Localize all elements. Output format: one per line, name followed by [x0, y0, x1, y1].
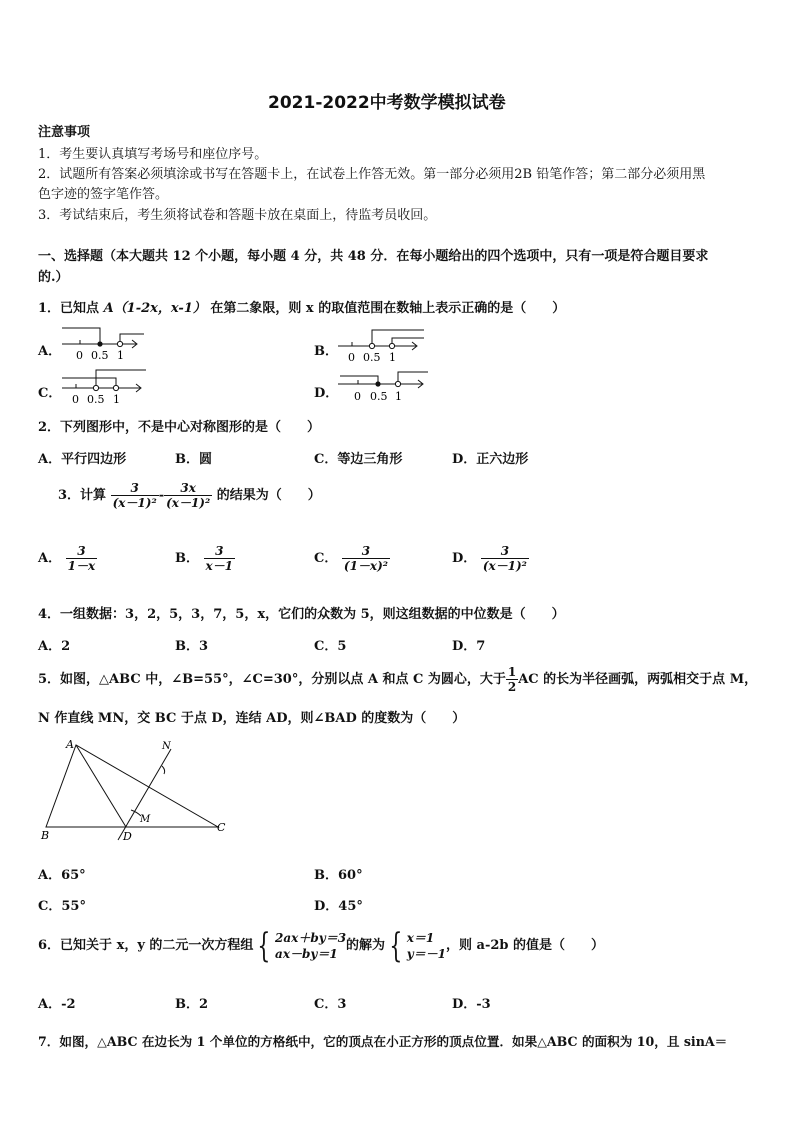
tick-label: 0 — [72, 393, 79, 406]
tick-label: 0 — [354, 390, 361, 403]
point-label-n: N — [162, 741, 171, 752]
question-2-stem: 2．下列图形中，不是中心对称图形的是（ ） — [38, 420, 321, 435]
option-b: B．2 — [175, 997, 209, 1012]
equation-system: 2ax＋by＝3 ax－by＝1 — [275, 930, 347, 961]
fraction: $\frac{3}{\text{(x－1)²}}$ — [482, 544, 527, 573]
section-heading-cont: 的.） — [38, 270, 69, 285]
question-5-stem: 5．如图，△ABC 中，∠B=55°，∠C=30°，分别以点 A 和点 C 为圆心，大于 $\frac{1}{2}$ AC 的长为半径画弧，两弧相交于点 M， — [38, 665, 758, 694]
vertex-label-b: B — [41, 829, 50, 842]
option-c: C．3 — [314, 997, 347, 1012]
triangle-figure — [38, 736, 238, 844]
question-6-stem: 6．已知关于 x，y 的二元一次方程组 { 2ax＋by＝3 ax－by＝1 的解为 { x＝1 y＝－1 ，则 a-2b 的值是（ ） — [38, 925, 605, 966]
option-d: D．45° — [314, 899, 363, 914]
option-a: A．平行四边形 — [38, 452, 127, 467]
number-line-a — [58, 322, 148, 362]
option-d: D．正六边形 — [452, 452, 529, 467]
fraction: $\frac{3}{\text{(1－x)²}}$ — [343, 544, 389, 573]
option-a: A． $\frac{3}{1-x}$ — [38, 544, 96, 573]
option-d: D．7 — [452, 639, 486, 654]
number-line-b — [334, 326, 429, 364]
option-b: B．圆 — [175, 452, 212, 467]
option-a: A．-2 — [38, 997, 76, 1012]
notes-item: 1．考生要认真填写考场号和座位序号。 — [38, 147, 268, 162]
notes-item: 2．试题所有答案必须填涂或书写在答题卡上，在试卷上作答无效。第一部分必须用2B 铅笔作答；第二部分必须用黑 — [38, 167, 706, 182]
fraction: $\frac{3}{x-1}$ — [205, 544, 234, 573]
point-a: A（1-2x，x-1） — [103, 301, 206, 316]
tick-label: 0 — [76, 349, 83, 362]
tick-label: 0.5 — [91, 349, 109, 362]
tick-label: 0.5 — [370, 390, 388, 403]
option-d: D． $\frac{3}{\text{(x－1)²}}$ — [452, 544, 527, 573]
option-label: A． — [38, 344, 62, 359]
option-a: A．2 — [38, 639, 71, 654]
fraction: $\frac{3x}{\text{(x－1)²}}$ — [166, 481, 211, 510]
option-label: D． — [314, 386, 339, 401]
option-c: C． $\frac{3}{\text{(1－x)²}}$ — [314, 544, 389, 573]
point-label-m: M — [140, 814, 151, 825]
brace: { — [257, 925, 271, 966]
option-c: C．55° — [38, 899, 86, 914]
tick-label: 1 — [389, 351, 396, 364]
question-7-stem: 7．如图，△ABC 在边长为 1 个单位的方格纸中，它的顶点在小正方形的顶点位置．如果△ABC 的面积为 10，且 sinA＝ — [38, 1034, 728, 1049]
option-label: B． — [314, 344, 338, 359]
notes-item: 3．考试结束后，考生须将试卷和答题卡放在桌面上，待监考员收回。 — [38, 208, 437, 223]
tick-label: 0.5 — [87, 393, 105, 406]
fraction: $\frac{3}{\text{(x－1)²}}$ — [112, 481, 157, 510]
question-1-stem: 1．已知点 A（1-2x，x-1） 在第二象限，则 x 的取值范围在数轴上表示正确的是（ ） — [38, 301, 566, 316]
vertex-label-c: C — [217, 821, 226, 834]
option-label: C． — [38, 386, 62, 401]
page-title: 2021-2022中考数学模拟试卷 — [268, 93, 506, 113]
option-b: B．60° — [314, 868, 363, 883]
tick-label: 1 — [117, 349, 124, 362]
number-line-c — [58, 366, 158, 406]
tick-label: 1 — [395, 390, 402, 403]
option-d: D．-3 — [452, 997, 491, 1012]
notes-heading: 注意事项 — [38, 125, 91, 140]
option-b: B． $\frac{3}{x-1}$ — [175, 544, 234, 573]
tick-label: 1 — [113, 393, 120, 406]
solution-system: x＝1 y＝－1 — [406, 930, 447, 961]
vertex-label-a: A — [66, 738, 74, 751]
option-c: C．等边三角形 — [314, 452, 403, 467]
point-label-d: D — [123, 830, 132, 843]
fraction: $\frac{3}{1-x}$ — [67, 544, 96, 573]
tick-label: 0.5 — [363, 351, 381, 364]
option-b: B．3 — [175, 639, 209, 654]
question-3-stem: 3．计算 $\frac{3}{\text{(x－1)²}}$ - $\frac{3x}{\text{(x－1)²}}$ 的结果为（ ） — [58, 481, 321, 510]
brace: { — [389, 925, 403, 966]
fraction-half: $\frac{1}{2}$ — [507, 665, 517, 694]
question-5-stem-cont: N 作直线 MN，交 BC 于点 D，连结 AD，则∠BAD 的度数为（ ） — [38, 711, 466, 726]
tick-label: 0 — [348, 351, 355, 364]
notes-item: 色字迹的签字笔作答。 — [38, 187, 169, 202]
option-c: C．5 — [314, 639, 347, 654]
number-line-d — [334, 366, 434, 406]
question-4-stem: 4．一组数据：3，2，5，3，7，5，x，它们的众数为 5，则这组数据的中位数是（ ） — [38, 607, 565, 622]
option-a: A．65° — [38, 868, 86, 883]
section-heading: 一、选择题（本大题共 12 个小题，每小题 4 分，共 48 分．在每小题给出的四个选项中，只有一项是符合题目要求 — [38, 249, 709, 264]
